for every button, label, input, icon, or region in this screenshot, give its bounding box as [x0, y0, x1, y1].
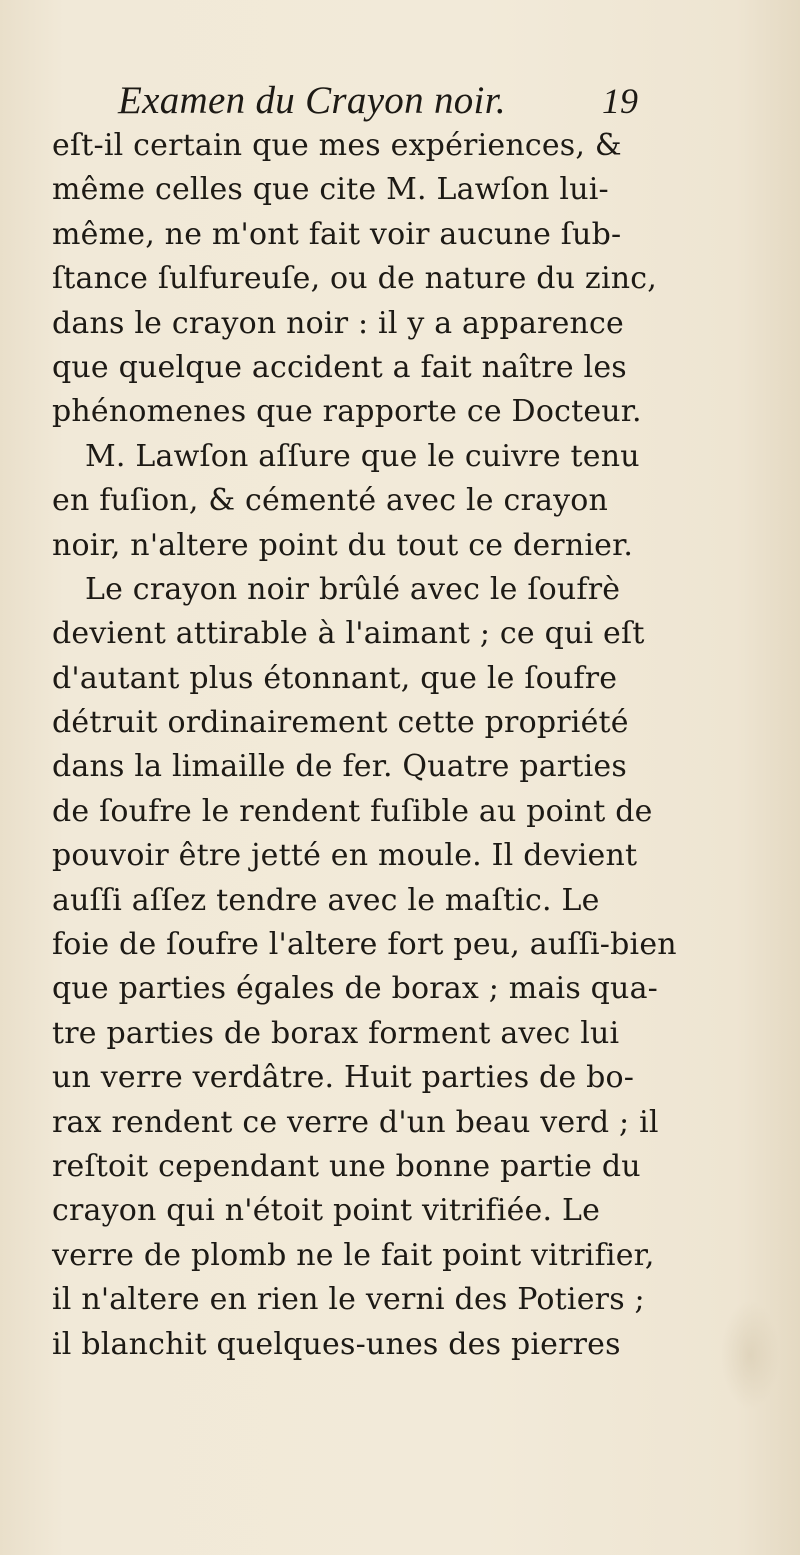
text-line: un verre verdâtre. Huit parties de bo- — [52, 1060, 635, 1096]
text-line: en fuſion, & cémenté avec le crayon — [52, 483, 609, 519]
text-line: que parties égales de borax ; mais qua- — [52, 971, 658, 1007]
text-line: même, ne m'ont fait voir aucune ſub- — [52, 216, 622, 252]
text-line: verre de plomb ne le fait point vitrifier, — [52, 1237, 655, 1273]
paper-stain — [720, 1300, 780, 1410]
text-line: devient attirable à l'aimant ; ce qui eſt — [52, 616, 645, 652]
text-line: noir, n'altere point du tout ce dernier. — [52, 527, 634, 563]
text-line: d'autant plus étonnant, que le ſoufre — [52, 660, 618, 696]
text-line: auſſi aſſez tendre avec le maſtic. Le — [52, 882, 600, 918]
text-line: pouvoir être jetté en moule. Il devient — [52, 838, 638, 874]
running-title: Examen du Crayon noir. — [118, 79, 506, 122]
text-line: phénomenes que rapporte ce Docteur. — [52, 394, 642, 430]
text-line: même celles que cite M. Lawſon lui- — [52, 172, 609, 208]
text-line: ſtance ſulfureuſe, ou de nature du zinc, — [52, 261, 657, 297]
text-line: dans le crayon noir : il y a apparence — [52, 305, 625, 341]
text-line: crayon qui n'étoit point vitrifiée. Le — [52, 1193, 601, 1229]
page-number: 19 — [602, 81, 638, 121]
text-line: tre parties de borax forment avec lui — [52, 1015, 620, 1051]
text-line: détruit ordinairement cette propriété — [52, 705, 629, 741]
text-line: il n'altere en rien le verni des Potiers ; — [52, 1282, 645, 1318]
text-line: dans la limaille de fer. Quatre parties — [52, 749, 627, 785]
page-header — [118, 78, 638, 128]
text-line: rax rendent ce verre d'un beau verd ; il — [52, 1104, 659, 1140]
text-line: foie de ſoufre l'altere fort peu, auſſi-bien — [52, 927, 677, 963]
text-line: Le crayon noir brûlé avec le ſoufrè — [85, 571, 621, 607]
text-line: de ſoufre le rendent fuſible au point de — [52, 793, 653, 829]
text-line: que quelque accident a fait naître les — [52, 349, 627, 385]
text-line: eſt-il certain que mes expériences, & — [52, 128, 622, 163]
body-text — [52, 124, 772, 1367]
text-line: il blanchit quelques-unes des pierres — [52, 1326, 621, 1362]
text-line: M. Lawſon aſſure que le cuivre tenu — [85, 438, 640, 474]
text-line: reſtoit cependant une bonne partie du — [52, 1148, 641, 1184]
